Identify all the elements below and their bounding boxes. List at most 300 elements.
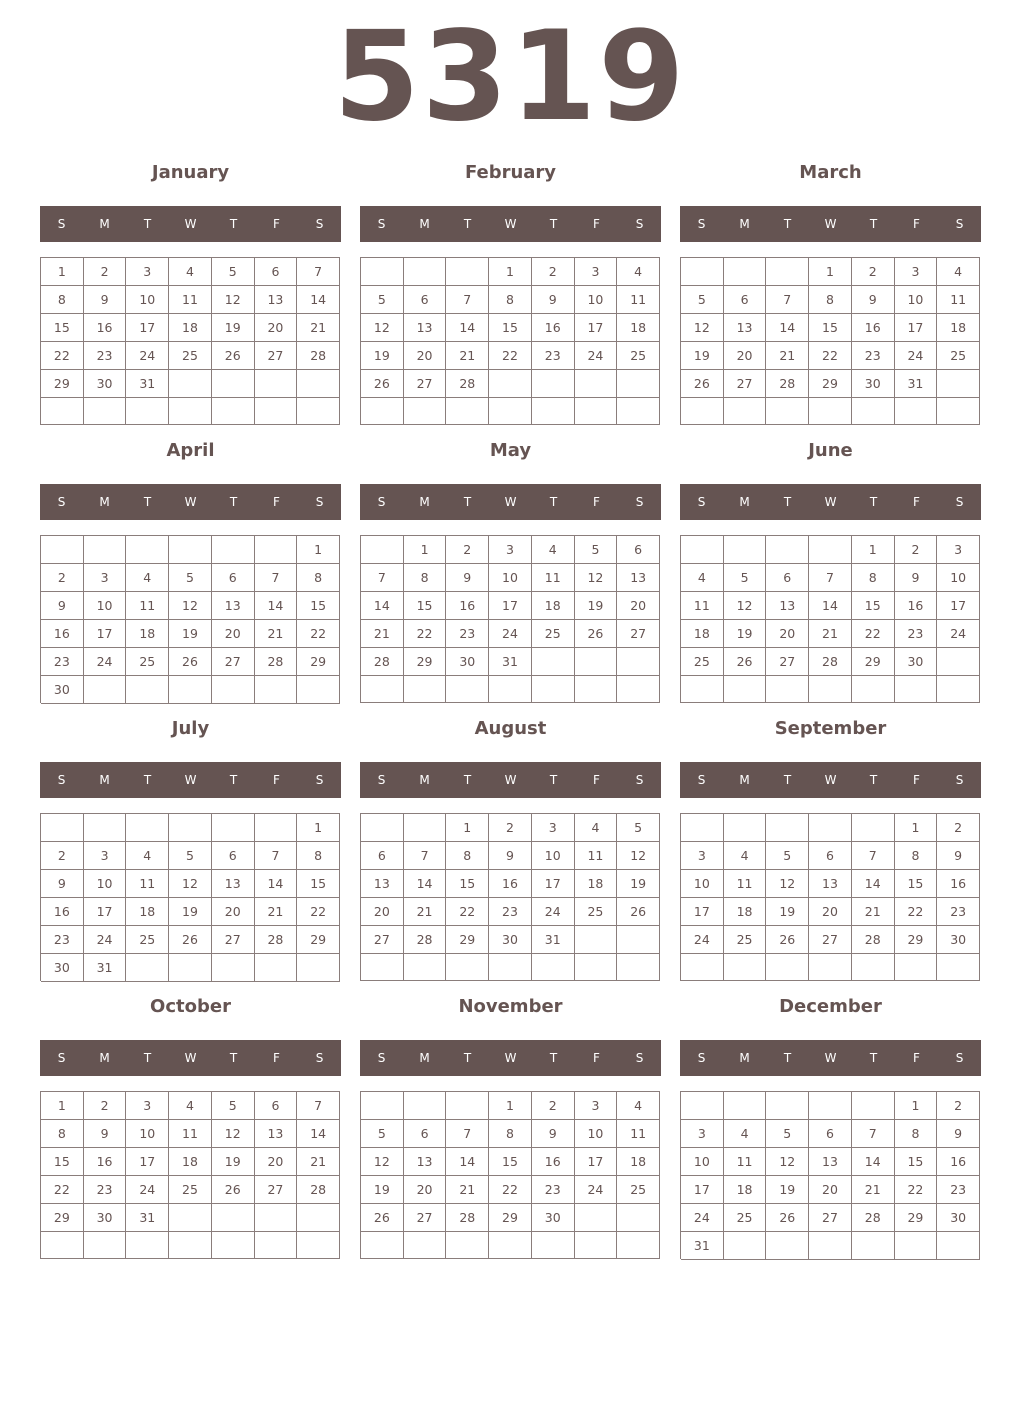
day-cell: 15 xyxy=(895,1148,938,1176)
day-cell: 23 xyxy=(84,342,127,370)
day-cell: 19 xyxy=(361,1176,404,1204)
day-cell: 11 xyxy=(617,1120,660,1148)
weekday-label: T xyxy=(463,495,472,509)
day-cell: 31 xyxy=(126,1204,169,1232)
empty-day-cell xyxy=(575,926,618,954)
day-grid xyxy=(360,813,660,981)
day-cell: 2 xyxy=(937,1092,980,1120)
empty-day-cell xyxy=(766,398,809,425)
weekday-label: T xyxy=(783,495,792,509)
day-cell: 12 xyxy=(212,286,255,314)
empty-day-cell xyxy=(532,370,575,398)
day-cell: 20 xyxy=(212,898,255,926)
empty-day-cell xyxy=(809,954,852,981)
day-cell: 29 xyxy=(489,1204,532,1232)
day-cell: 26 xyxy=(212,342,255,370)
day-cell: 13 xyxy=(766,592,809,620)
day-cell: 3 xyxy=(895,258,938,286)
day-cell: 24 xyxy=(681,1204,724,1232)
empty-day-cell xyxy=(681,1092,724,1120)
day-cell: 6 xyxy=(617,536,660,564)
weekday-label: T xyxy=(783,773,792,787)
day-cell: 27 xyxy=(212,648,255,676)
day-cell: 4 xyxy=(169,258,212,286)
weekday-label: M xyxy=(739,495,750,509)
weekday-label: F xyxy=(593,495,600,509)
day-cell: 25 xyxy=(169,342,212,370)
day-cell: 4 xyxy=(681,564,724,592)
empty-day-cell xyxy=(617,370,660,398)
day-cell: 24 xyxy=(575,342,618,370)
weekday-label: S xyxy=(377,773,386,787)
day-cell: 9 xyxy=(852,286,895,314)
day-cell: 12 xyxy=(169,592,212,620)
day-cell: 11 xyxy=(126,592,169,620)
empty-day-cell xyxy=(575,954,618,981)
weekday-label: F xyxy=(273,217,280,231)
weekday-label: F xyxy=(913,495,920,509)
day-cell: 27 xyxy=(212,926,255,954)
empty-day-cell xyxy=(212,1232,255,1259)
weekday-label: S xyxy=(377,495,386,509)
weekday-label: M xyxy=(419,773,430,787)
day-cell: 25 xyxy=(681,648,724,676)
empty-day-cell xyxy=(809,536,852,564)
day-cell: 2 xyxy=(84,258,127,286)
empty-day-cell xyxy=(255,1232,298,1259)
weekday-label: M xyxy=(739,1051,750,1065)
day-cell: 28 xyxy=(809,648,852,676)
day-cell: 20 xyxy=(809,898,852,926)
day-cell: 30 xyxy=(446,648,489,676)
day-cell: 8 xyxy=(446,842,489,870)
empty-day-cell xyxy=(852,1232,895,1260)
empty-day-cell xyxy=(809,398,852,425)
day-grid xyxy=(680,813,980,981)
day-cell: 26 xyxy=(169,926,212,954)
empty-day-cell xyxy=(532,954,575,981)
day-cell: 12 xyxy=(575,564,618,592)
day-cell: 2 xyxy=(895,536,938,564)
day-cell: 7 xyxy=(255,842,298,870)
day-cell: 29 xyxy=(404,648,447,676)
day-cell: 28 xyxy=(297,342,340,370)
empty-day-cell xyxy=(766,676,809,703)
empty-day-cell xyxy=(532,676,575,703)
empty-day-cell xyxy=(937,954,980,981)
day-cell: 8 xyxy=(297,842,340,870)
day-cell: 8 xyxy=(404,564,447,592)
weekday-label: S xyxy=(377,217,386,231)
day-cell: 4 xyxy=(126,842,169,870)
weekday-label: S xyxy=(315,1051,324,1065)
weekday-header xyxy=(680,762,981,798)
day-cell: 25 xyxy=(724,1204,767,1232)
day-cell: 17 xyxy=(489,592,532,620)
day-cell: 1 xyxy=(297,536,340,564)
weekday-header xyxy=(360,484,661,520)
day-cell: 5 xyxy=(212,1092,255,1120)
day-cell: 11 xyxy=(575,842,618,870)
weekday-label: M xyxy=(419,1051,430,1065)
weekday-label: T xyxy=(869,1051,878,1065)
day-cell: 1 xyxy=(852,536,895,564)
day-cell: 29 xyxy=(41,370,84,398)
empty-day-cell xyxy=(489,954,532,981)
day-cell: 2 xyxy=(852,258,895,286)
day-cell: 6 xyxy=(255,258,298,286)
empty-day-cell xyxy=(404,1092,447,1120)
empty-day-cell xyxy=(681,954,724,981)
month-name: October xyxy=(150,996,231,1017)
day-cell: 28 xyxy=(852,1204,895,1232)
day-cell: 3 xyxy=(489,536,532,564)
day-cell: 10 xyxy=(126,1120,169,1148)
day-cell: 10 xyxy=(937,564,980,592)
month-name: November xyxy=(458,996,563,1017)
month-name: August xyxy=(474,718,547,739)
day-cell: 11 xyxy=(126,870,169,898)
day-cell: 12 xyxy=(212,1120,255,1148)
empty-day-cell xyxy=(617,398,660,425)
weekday-label: W xyxy=(824,217,837,231)
weekday-label: W xyxy=(824,1051,837,1065)
month-name: July xyxy=(171,718,210,739)
day-cell: 12 xyxy=(681,314,724,342)
day-cell: 9 xyxy=(84,286,127,314)
empty-day-cell xyxy=(766,536,809,564)
day-cell: 16 xyxy=(41,898,84,926)
day-cell: 9 xyxy=(532,1120,575,1148)
day-cell: 26 xyxy=(766,926,809,954)
day-cell: 21 xyxy=(255,898,298,926)
day-cell: 29 xyxy=(41,1204,84,1232)
day-cell: 18 xyxy=(532,592,575,620)
empty-day-cell xyxy=(724,1092,767,1120)
day-cell: 2 xyxy=(489,814,532,842)
empty-day-cell xyxy=(297,370,340,398)
empty-day-cell xyxy=(724,954,767,981)
month-name: April xyxy=(166,440,215,461)
weekday-label: T xyxy=(549,773,558,787)
day-cell: 23 xyxy=(41,926,84,954)
day-cell: 15 xyxy=(297,592,340,620)
empty-day-cell xyxy=(937,398,980,425)
empty-day-cell xyxy=(361,954,404,981)
day-cell: 22 xyxy=(852,620,895,648)
day-cell: 28 xyxy=(446,1204,489,1232)
day-cell: 31 xyxy=(126,370,169,398)
weekday-label: S xyxy=(57,217,66,231)
weekday-label: W xyxy=(824,495,837,509)
empty-day-cell xyxy=(404,676,447,703)
day-cell: 6 xyxy=(361,842,404,870)
day-cell: 22 xyxy=(41,1176,84,1204)
day-cell: 27 xyxy=(809,926,852,954)
weekday-label: S xyxy=(315,773,324,787)
empty-day-cell xyxy=(361,676,404,703)
weekday-label: M xyxy=(99,773,110,787)
empty-day-cell xyxy=(532,1232,575,1259)
day-cell: 24 xyxy=(84,648,127,676)
day-cell: 16 xyxy=(489,870,532,898)
day-cell: 22 xyxy=(404,620,447,648)
day-cell: 11 xyxy=(532,564,575,592)
day-cell: 26 xyxy=(681,370,724,398)
day-cell: 19 xyxy=(212,1148,255,1176)
day-cell: 31 xyxy=(532,926,575,954)
day-cell: 1 xyxy=(41,258,84,286)
day-cell: 6 xyxy=(255,1092,298,1120)
day-cell: 26 xyxy=(617,898,660,926)
day-cell: 17 xyxy=(895,314,938,342)
day-cell: 14 xyxy=(255,592,298,620)
weekday-label: S xyxy=(57,1051,66,1065)
weekday-label: F xyxy=(273,495,280,509)
day-cell: 2 xyxy=(532,258,575,286)
day-cell: 26 xyxy=(169,648,212,676)
day-cell: 1 xyxy=(446,814,489,842)
day-cell: 6 xyxy=(724,286,767,314)
day-cell: 10 xyxy=(575,1120,618,1148)
day-cell: 29 xyxy=(446,926,489,954)
day-cell: 25 xyxy=(617,1176,660,1204)
empty-day-cell xyxy=(895,1232,938,1260)
day-cell: 27 xyxy=(255,342,298,370)
empty-day-cell xyxy=(446,1232,489,1259)
day-cell: 17 xyxy=(681,1176,724,1204)
day-cell: 10 xyxy=(895,286,938,314)
day-cell: 2 xyxy=(446,536,489,564)
empty-day-cell xyxy=(126,398,169,425)
weekday-label: M xyxy=(739,217,750,231)
day-cell: 9 xyxy=(895,564,938,592)
day-cell: 30 xyxy=(489,926,532,954)
day-cell: 16 xyxy=(446,592,489,620)
empty-day-cell xyxy=(41,536,84,564)
empty-day-cell xyxy=(617,1232,660,1259)
day-cell: 10 xyxy=(489,564,532,592)
day-cell: 23 xyxy=(532,1176,575,1204)
weekday-label: T xyxy=(463,1051,472,1065)
empty-day-cell xyxy=(255,814,298,842)
day-cell: 22 xyxy=(489,342,532,370)
day-cell: 3 xyxy=(84,842,127,870)
day-cell: 14 xyxy=(809,592,852,620)
empty-day-cell xyxy=(169,536,212,564)
day-cell: 25 xyxy=(724,926,767,954)
day-cell: 29 xyxy=(809,370,852,398)
weekday-header xyxy=(40,206,341,242)
weekday-label: T xyxy=(143,1051,152,1065)
day-cell: 6 xyxy=(212,564,255,592)
day-cell: 5 xyxy=(766,1120,809,1148)
weekday-label: S xyxy=(697,217,706,231)
day-cell: 26 xyxy=(724,648,767,676)
day-cell: 24 xyxy=(489,620,532,648)
day-cell: 8 xyxy=(809,286,852,314)
empty-day-cell xyxy=(84,536,127,564)
empty-day-cell xyxy=(446,1092,489,1120)
day-cell: 17 xyxy=(575,1148,618,1176)
day-cell: 18 xyxy=(617,1148,660,1176)
day-cell: 17 xyxy=(681,898,724,926)
day-cell: 27 xyxy=(809,1204,852,1232)
day-cell: 21 xyxy=(446,1176,489,1204)
weekday-header xyxy=(360,1040,661,1076)
month-name: June xyxy=(808,440,853,461)
day-cell: 14 xyxy=(404,870,447,898)
weekday-label: T xyxy=(549,217,558,231)
day-cell: 11 xyxy=(724,1148,767,1176)
day-cell: 23 xyxy=(937,1176,980,1204)
day-cell: 15 xyxy=(489,314,532,342)
day-cell: 15 xyxy=(489,1148,532,1176)
empty-day-cell xyxy=(255,954,298,982)
day-cell: 24 xyxy=(681,926,724,954)
day-cell: 15 xyxy=(446,870,489,898)
empty-day-cell xyxy=(937,1232,980,1260)
day-cell: 24 xyxy=(84,926,127,954)
day-grid xyxy=(40,1091,340,1259)
month-name: January xyxy=(151,162,230,183)
day-cell: 25 xyxy=(126,926,169,954)
day-cell: 12 xyxy=(361,1148,404,1176)
day-cell: 8 xyxy=(41,286,84,314)
day-cell: 4 xyxy=(617,258,660,286)
empty-day-cell xyxy=(169,398,212,425)
day-cell: 7 xyxy=(297,1092,340,1120)
day-cell: 14 xyxy=(852,870,895,898)
day-cell: 28 xyxy=(446,370,489,398)
empty-day-cell xyxy=(84,676,127,704)
day-cell: 16 xyxy=(84,314,127,342)
empty-day-cell xyxy=(212,398,255,425)
empty-day-cell xyxy=(297,954,340,982)
weekday-label: W xyxy=(504,1051,517,1065)
day-cell: 21 xyxy=(852,898,895,926)
empty-day-cell xyxy=(361,398,404,425)
empty-day-cell xyxy=(766,954,809,981)
empty-day-cell xyxy=(724,536,767,564)
empty-day-cell xyxy=(255,536,298,564)
day-cell: 29 xyxy=(895,926,938,954)
month-name: December xyxy=(779,996,882,1017)
day-cell: 27 xyxy=(404,370,447,398)
day-cell: 22 xyxy=(809,342,852,370)
day-cell: 1 xyxy=(489,258,532,286)
empty-day-cell xyxy=(809,676,852,703)
day-cell: 16 xyxy=(532,1148,575,1176)
day-cell: 1 xyxy=(404,536,447,564)
empty-day-cell xyxy=(724,676,767,703)
empty-day-cell xyxy=(681,398,724,425)
day-cell: 13 xyxy=(212,870,255,898)
day-grid xyxy=(680,535,980,703)
empty-day-cell xyxy=(809,814,852,842)
day-cell: 14 xyxy=(361,592,404,620)
day-cell: 20 xyxy=(404,1176,447,1204)
empty-day-cell xyxy=(255,370,298,398)
weekday-label: S xyxy=(955,773,964,787)
day-cell: 12 xyxy=(169,870,212,898)
empty-day-cell xyxy=(532,398,575,425)
day-cell: 27 xyxy=(724,370,767,398)
day-grid xyxy=(360,1091,660,1259)
day-cell: 5 xyxy=(361,1120,404,1148)
day-cell: 6 xyxy=(809,842,852,870)
weekday-label: S xyxy=(955,217,964,231)
day-cell: 20 xyxy=(617,592,660,620)
empty-day-cell xyxy=(617,676,660,703)
empty-day-cell xyxy=(169,370,212,398)
day-cell: 17 xyxy=(84,898,127,926)
day-cell: 21 xyxy=(766,342,809,370)
empty-day-cell xyxy=(681,814,724,842)
day-cell: 2 xyxy=(84,1092,127,1120)
day-cell: 4 xyxy=(575,814,618,842)
day-cell: 13 xyxy=(255,286,298,314)
weekday-label: T xyxy=(229,495,238,509)
empty-day-cell xyxy=(169,676,212,704)
day-cell: 22 xyxy=(489,1176,532,1204)
day-cell: 14 xyxy=(852,1148,895,1176)
day-cell: 9 xyxy=(937,1120,980,1148)
empty-day-cell xyxy=(446,676,489,703)
empty-day-cell xyxy=(937,676,980,703)
weekday-label: S xyxy=(57,495,66,509)
day-grid xyxy=(360,257,660,425)
day-cell: 3 xyxy=(84,564,127,592)
day-cell: 17 xyxy=(84,620,127,648)
empty-day-cell xyxy=(297,1232,340,1259)
day-cell: 10 xyxy=(532,842,575,870)
day-cell: 13 xyxy=(809,1148,852,1176)
day-cell: 21 xyxy=(852,1176,895,1204)
day-grid xyxy=(40,257,340,425)
day-cell: 15 xyxy=(852,592,895,620)
month-name: March xyxy=(799,162,862,183)
month-name: May xyxy=(489,440,532,461)
day-cell: 5 xyxy=(212,258,255,286)
empty-day-cell xyxy=(575,370,618,398)
weekday-label: W xyxy=(504,773,517,787)
day-cell: 18 xyxy=(724,898,767,926)
day-cell: 19 xyxy=(169,898,212,926)
day-cell: 23 xyxy=(446,620,489,648)
empty-day-cell xyxy=(681,258,724,286)
day-cell: 19 xyxy=(212,314,255,342)
empty-day-cell xyxy=(212,954,255,982)
day-cell: 2 xyxy=(532,1092,575,1120)
day-cell: 30 xyxy=(852,370,895,398)
weekday-label: T xyxy=(869,773,878,787)
day-cell: 14 xyxy=(297,286,340,314)
day-cell: 13 xyxy=(809,870,852,898)
empty-day-cell xyxy=(84,814,127,842)
day-cell: 30 xyxy=(937,1204,980,1232)
day-cell: 28 xyxy=(404,926,447,954)
empty-day-cell xyxy=(126,814,169,842)
day-cell: 10 xyxy=(681,1148,724,1176)
weekday-label: S xyxy=(697,495,706,509)
day-cell: 11 xyxy=(169,1120,212,1148)
day-cell: 3 xyxy=(126,258,169,286)
day-cell: 21 xyxy=(809,620,852,648)
empty-day-cell xyxy=(297,1204,340,1232)
day-cell: 20 xyxy=(212,620,255,648)
day-cell: 27 xyxy=(361,926,404,954)
